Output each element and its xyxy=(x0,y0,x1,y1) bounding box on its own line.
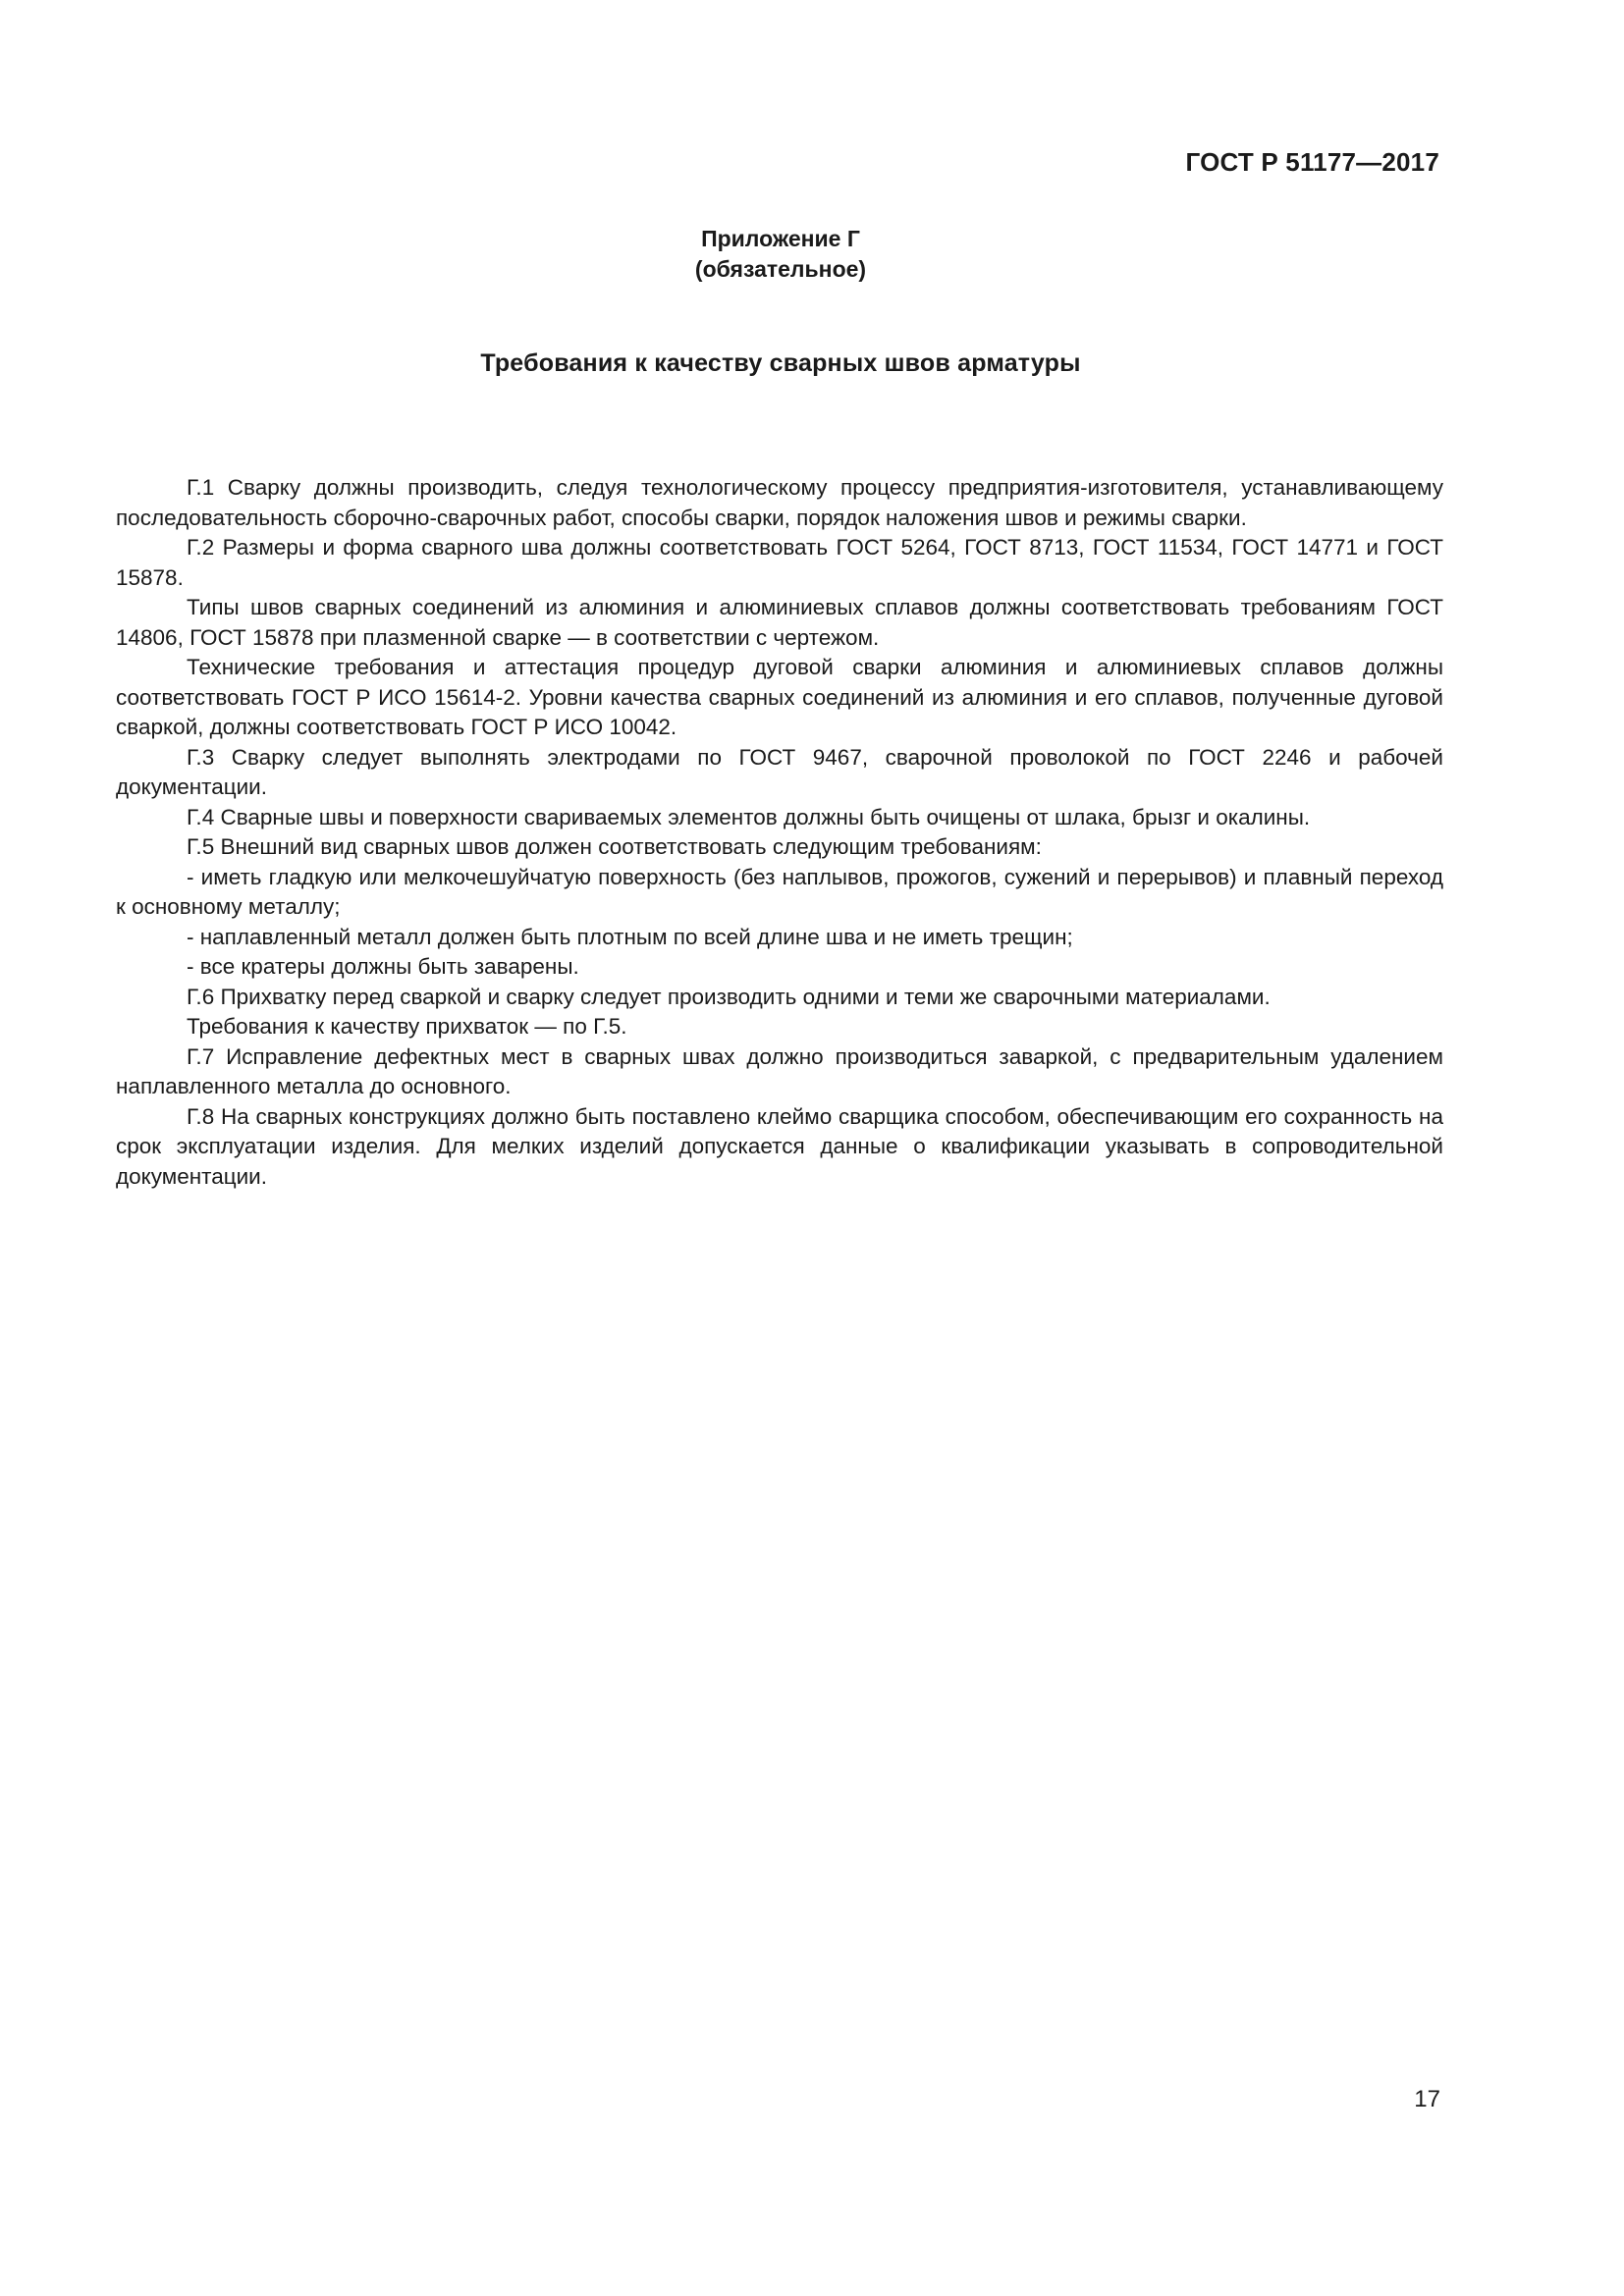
list-item: - наплавленный металл должен быть плотным по всей длине шва и не иметь трещин; xyxy=(187,924,1073,949)
paragraph-g1: Г.1 Сварку должны производить, следуя технологическому процессу предприятия-изготовителя, устанавливающему последовательность сборочно-сварочных работ, способы сварки, порядок наложения швов и режимы сварки. xyxy=(116,475,1443,530)
paragraph-tack-requirements: Требования к качеству прихваток — по Г.5. xyxy=(187,1014,627,1039)
paragraph-g8: Г.8 На сварных конструкциях должно быть поставлено клеймо сварщика способом, обеспечивающим его сохранность на срок эксплуатации изделия. Для мелких изделий допускается данные о квалификации указывать в сопроводительной документации. xyxy=(116,1103,1443,1189)
paragraph-g6: Г.6 Прихватку перед сваркой и сварку следует производить одними и теми же сварочными материалами. xyxy=(187,984,1271,1009)
document-body xyxy=(116,473,1443,1192)
paragraph-g2: Г.2 Размеры и форма сварного шва должны соответствовать ГОСТ 5264, ГОСТ 8713, ГОСТ 11534, ГОСТ 14771 и ГОСТ 15878. xyxy=(116,535,1443,590)
appendix-title: Требования к качеству сварных швов арматуры xyxy=(480,349,1081,377)
paragraph-g5: Г.5 Внешний вид сварных швов должен соответствовать следующим требованиям: xyxy=(187,834,1042,859)
paragraph-g7: Г.7 Исправление дефектных мест в сварных швах должно производиться заваркой, с предварительным удалением наплавленного металла до основного. xyxy=(116,1043,1443,1098)
standard-code: ГОСТ Р 51177—2017 xyxy=(1185,147,1439,177)
paragraph-g4: Г.4 Сварные швы и поверхности свариваемых элементов должны быть очищены от шлака, брызг и окалины. xyxy=(187,804,1311,829)
list-item: - иметь гладкую или мелкочешуйчатую поверхность (без наплывов, прожогов, сужений и перерывов) и плавный переход к основному металлу; xyxy=(116,864,1443,919)
list-item: - все кратеры должны быть заварены. xyxy=(187,954,579,979)
paragraph-weld-types: Типы швов сварных соединений из алюминия и алюминиевых сплавов должны соответствовать требованиям ГОСТ 14806, ГОСТ 15878 при плазменной сварке — в соответствии с чертежом. xyxy=(116,595,1443,650)
appendix-label: Приложение Г xyxy=(701,226,860,251)
paragraph-g3: Г.3 Сварку следует выполнять электродами по ГОСТ 9467, сварочной проволокой по ГОСТ 2246 и рабочей документации. xyxy=(116,744,1443,799)
page-number: 17 xyxy=(1414,2086,1440,2112)
paragraph-tech-requirements: Технические требования и аттестация процедур дуговой сварки алюминия и алюминиевых сплавов должны соответствовать ГОСТ Р ИСО 15614-2. Уровни качества сварных соединений из алюминия и его сплавов, полученные дуговой сваркой, должны соответствовать ГОСТ Р ИСО 10042. xyxy=(116,655,1443,739)
appendix-heading xyxy=(0,224,1561,285)
appendix-status: (обязательное) xyxy=(694,256,867,282)
